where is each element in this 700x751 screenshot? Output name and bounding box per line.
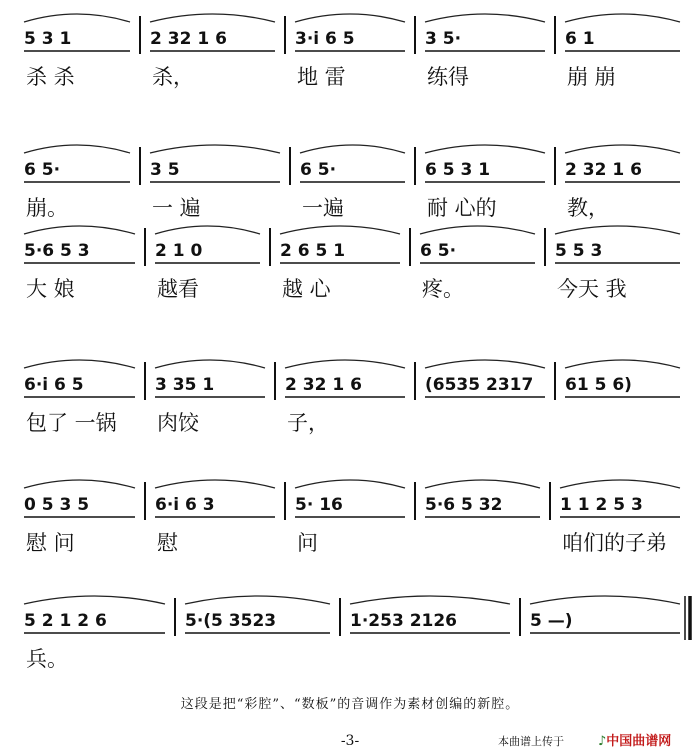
lyric: 杀 杀	[26, 65, 75, 89]
slur	[24, 480, 135, 488]
measure-notes: 6 5·	[420, 241, 457, 261]
slur	[425, 480, 540, 488]
slur	[24, 14, 130, 22]
slur	[24, 360, 135, 368]
lyric: 一遍	[302, 196, 344, 220]
caption: 这段是把“彩腔”、“数板”的音调作为素材创编的新腔。	[180, 697, 520, 712]
slur	[155, 360, 265, 368]
lyric: 越 心	[282, 277, 331, 301]
measure-notes: 6 1	[565, 29, 595, 49]
lyric: 地 雷	[297, 65, 346, 89]
lyric: 练得	[427, 65, 469, 89]
slur	[155, 480, 275, 488]
slur	[560, 480, 680, 488]
slur	[150, 14, 275, 22]
measure-notes: 5 3 1	[24, 29, 72, 49]
lyric: 越看	[157, 277, 199, 301]
slur	[565, 145, 680, 153]
measure-notes: 2 32 1 6	[285, 375, 362, 395]
measure-notes: 5· 16	[295, 495, 343, 515]
slur	[530, 596, 680, 604]
lyric: 耐 心的	[427, 196, 497, 220]
slur	[24, 145, 130, 153]
slur	[565, 14, 680, 22]
slur	[150, 145, 280, 153]
slur	[425, 360, 545, 368]
slur	[295, 14, 405, 22]
slur	[565, 360, 680, 368]
slur	[295, 480, 405, 488]
measure-notes: 5·6 5 32	[425, 495, 503, 515]
lyric: 肉饺	[157, 411, 199, 435]
slur	[350, 596, 510, 604]
lyric: 教，	[567, 196, 609, 220]
slur	[280, 226, 400, 234]
lyric: 包了 一锅	[26, 411, 117, 435]
measure-notes: 5·6 5 3	[24, 241, 90, 261]
source-note: 本曲谱上传于	[498, 735, 564, 748]
lyric: 大 娘	[26, 277, 75, 301]
measure-notes: 6 5·	[300, 160, 337, 180]
measure-notes: 6·i 6 5	[24, 375, 84, 395]
measure-notes: 6 5·	[24, 160, 61, 180]
slur	[425, 145, 545, 153]
measure-notes: (6535 2317	[425, 375, 534, 395]
slur	[24, 226, 135, 234]
slur	[155, 226, 260, 234]
lyric: 杀，	[152, 65, 194, 89]
lyric: 问	[297, 531, 318, 555]
lyric: 一 遍	[152, 196, 201, 220]
lyric: 疼。	[422, 277, 464, 301]
measure-notes: 2 1 0	[155, 241, 203, 261]
slur	[24, 596, 165, 604]
measure-notes: 1·253 2126	[350, 611, 458, 631]
measure-notes: 3 35 1	[155, 375, 215, 395]
lyric: 今天 我	[557, 277, 627, 301]
measure-notes: 3·i 6 5	[295, 29, 355, 49]
measure-notes: 6 5 3 1	[425, 160, 491, 180]
measure-notes: 61 5 6)	[565, 375, 632, 395]
lyric: 兵。	[26, 647, 68, 671]
slur	[555, 226, 680, 234]
measure-notes: 3 5·	[425, 29, 462, 49]
measure-notes: 2 32 1 6	[565, 160, 642, 180]
measure-notes: 2 6 5 1	[280, 241, 346, 261]
lyric: 崩。	[26, 196, 68, 220]
lyric: 咱们的子弟	[562, 531, 667, 555]
lyric: 慰	[157, 531, 178, 555]
measure-notes: 1 1 2 5 3	[560, 495, 643, 515]
slur	[285, 360, 405, 368]
measure-notes: 5·(5 3523	[185, 611, 277, 631]
slur	[300, 145, 405, 153]
measure-notes: 5 —)	[530, 611, 573, 631]
lyric: 崩 崩	[567, 65, 616, 89]
measure-notes: 5 2 1 2 6	[24, 611, 107, 631]
measure-notes: 3 5	[150, 160, 180, 180]
slur	[425, 14, 545, 22]
measure-notes: 5 5 3	[555, 241, 603, 261]
slur	[420, 226, 535, 234]
measure-notes: 6·i 6 3	[155, 495, 215, 515]
page-number: -3-	[340, 733, 360, 749]
lyric: 慰 问	[26, 531, 75, 555]
measure-notes: 0 5 3 5	[24, 495, 90, 515]
slur	[185, 596, 330, 604]
lyric: 子，	[287, 411, 329, 435]
measure-notes: 2 32 1 6	[150, 29, 227, 49]
site-logo: ♪中国曲谱网	[598, 734, 672, 749]
